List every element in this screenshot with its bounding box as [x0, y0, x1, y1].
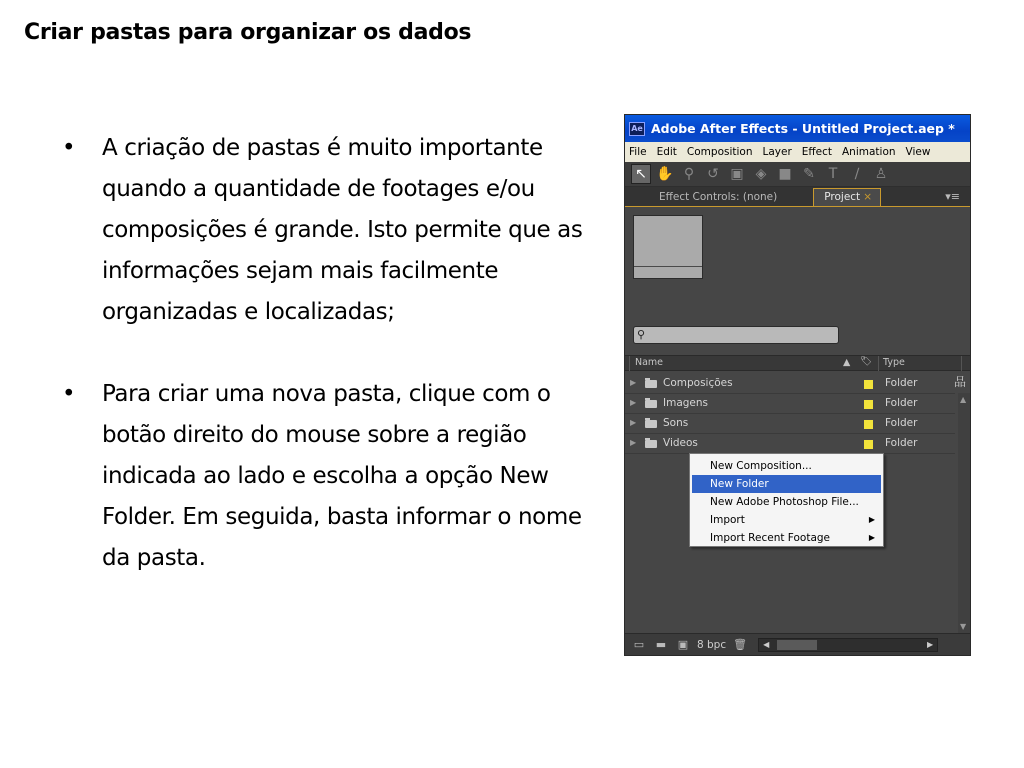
panel-tabs — [625, 187, 970, 207]
tools-toolbar — [625, 162, 970, 187]
bullet-item — [62, 374, 597, 579]
after-effects-logo-icon: Ae — [629, 122, 645, 136]
menu-animation[interactable]: Animation — [842, 146, 896, 158]
column-header — [625, 355, 970, 371]
label-tag-icon[interactable]: 🏷 — [860, 356, 873, 367]
selection-tool-icon[interactable]: ↖ — [631, 164, 651, 184]
bullet-text: Para criar uma nova pasta, clique com o botão direito do mouse sobre a região indicada ao lado e escolha a opção New Folder. Em seguida, basta informar o nome da pasta. — [102, 381, 582, 571]
type-tool-icon[interactable]: T — [828, 166, 838, 182]
expand-arrow-icon[interactable]: ▶ — [630, 398, 637, 407]
bit-depth-label[interactable]: 8 bpc — [697, 638, 727, 651]
project-panel-footer — [625, 633, 970, 655]
expand-arrow-icon[interactable]: ▶ — [630, 378, 637, 387]
window-title: Adobe After Effects - Untitled Project.aep * — [651, 121, 955, 136]
brush-tool-icon[interactable]: ∕ — [854, 166, 860, 182]
column-type[interactable]: Type — [883, 357, 905, 368]
column-divider — [878, 356, 879, 371]
after-effects-screenshot — [624, 114, 971, 656]
menu-item-label: Import — [710, 514, 745, 526]
horizontal-scrollbar[interactable] — [758, 638, 938, 652]
clone-stamp-tool-icon[interactable]: ♙ — [874, 166, 888, 182]
project-panel[interactable] — [625, 207, 970, 637]
bullet-dot: • — [62, 381, 76, 407]
menu-item-import-recent-footage[interactable] — [692, 529, 881, 547]
close-icon[interactable]: × — [863, 191, 872, 203]
menu-edit[interactable]: Edit — [656, 146, 677, 158]
list-item[interactable] — [625, 414, 955, 434]
label-color-swatch[interactable] — [864, 440, 873, 449]
submenu-arrow-icon: ▶ — [868, 515, 875, 524]
item-name: Imagens — [663, 397, 709, 409]
panel-menu-icon[interactable]: ▾≡ — [945, 190, 960, 203]
menu-layer[interactable]: Layer — [762, 146, 792, 158]
folder-icon — [645, 380, 657, 388]
rotate-tool-icon[interactable]: ↺ — [707, 166, 719, 182]
new-folder-icon[interactable]: ▬ — [655, 637, 667, 651]
menu-bar — [625, 142, 970, 162]
menu-item-new-folder[interactable] — [692, 475, 881, 493]
menu-item-label: New Composition... — [710, 460, 812, 472]
bullet-dot: • — [62, 135, 76, 161]
menu-item-label: New Adobe Photoshop File... — [710, 496, 859, 508]
window-titlebar — [625, 115, 970, 142]
expand-arrow-icon[interactable]: ▶ — [630, 438, 637, 447]
menu-effect[interactable]: Effect — [801, 146, 832, 158]
list-item[interactable] — [625, 394, 955, 414]
label-color-swatch[interactable] — [864, 380, 873, 389]
pen-tool-icon[interactable]: ✎ — [803, 166, 815, 182]
label-color-swatch[interactable] — [864, 400, 873, 409]
menu-view[interactable]: View — [905, 146, 931, 158]
menu-composition[interactable]: Composition — [686, 146, 753, 158]
item-name: Videos — [663, 437, 698, 449]
bullet-list — [62, 128, 597, 579]
item-type: Folder — [885, 397, 918, 409]
list-item[interactable] — [625, 374, 955, 394]
interpret-footage-icon[interactable]: ▭ — [633, 637, 645, 651]
menu-item-new-photoshop-file[interactable] — [692, 493, 881, 511]
scroll-left-icon[interactable]: ◀ — [763, 639, 770, 649]
bullet-item — [62, 128, 597, 333]
flowchart-icon[interactable]: 品 — [953, 375, 966, 389]
vertical-scrollbar[interactable] — [958, 393, 970, 633]
folder-icon — [645, 420, 657, 428]
mask-tool-icon[interactable]: ■ — [778, 166, 792, 182]
item-type: Folder — [885, 437, 918, 449]
camera-tool-icon[interactable]: ▣ — [730, 166, 744, 182]
menu-item-label: New Folder — [710, 478, 769, 490]
scroll-right-icon[interactable]: ▶ — [926, 639, 934, 649]
trash-icon[interactable]: 🗑 — [733, 637, 748, 651]
zoom-tool-icon[interactable]: ⚲ — [683, 166, 695, 182]
item-type: Folder — [885, 417, 918, 429]
menu-file[interactable]: File — [629, 146, 647, 158]
scrollbar-thumb[interactable] — [777, 640, 817, 650]
project-items — [625, 374, 955, 454]
hand-tool-icon[interactable]: ✋ — [656, 166, 674, 182]
menu-item-import[interactable] — [692, 511, 881, 529]
slide-title: Criar pastas para organizar os dados — [24, 20, 472, 45]
folder-icon — [645, 400, 657, 408]
scroll-up-icon[interactable]: ▲ — [960, 395, 967, 404]
preview-thumbnail — [633, 215, 703, 279]
submenu-arrow-icon: ▶ — [868, 533, 875, 542]
item-name: Composições — [663, 377, 733, 389]
folder-icon — [645, 440, 657, 448]
context-menu — [689, 453, 884, 547]
search-icon: ⚲ — [637, 328, 646, 341]
column-name[interactable]: Name — [635, 357, 664, 368]
menu-item-label: Import Recent Footage — [710, 532, 831, 544]
list-item[interactable] — [625, 434, 955, 454]
item-name: Sons — [663, 417, 689, 429]
new-composition-icon[interactable]: ▣ — [677, 637, 689, 651]
item-type: Folder — [885, 377, 918, 389]
pan-behind-tool-icon[interactable]: ◈ — [755, 166, 767, 182]
column-divider — [629, 356, 630, 371]
tab-effect-controls[interactable]: Effect Controls: (none) — [659, 191, 778, 203]
sort-arrow-icon[interactable]: ▲ — [843, 357, 851, 368]
column-divider — [961, 356, 962, 371]
bullet-text: A criação de pastas é muito importante quando a quantidade de footages e/ou composições é grande. Isto permite que as informações sejam mais facilmente organizadas e localizadas; — [102, 135, 583, 325]
expand-arrow-icon[interactable]: ▶ — [630, 418, 637, 427]
search-input[interactable] — [633, 326, 839, 344]
label-color-swatch[interactable] — [864, 420, 873, 429]
tab-project[interactable] — [813, 188, 881, 206]
menu-item-new-composition[interactable] — [692, 457, 881, 475]
scroll-down-icon[interactable]: ▼ — [960, 622, 967, 631]
tab-project-label: Project — [824, 191, 861, 203]
